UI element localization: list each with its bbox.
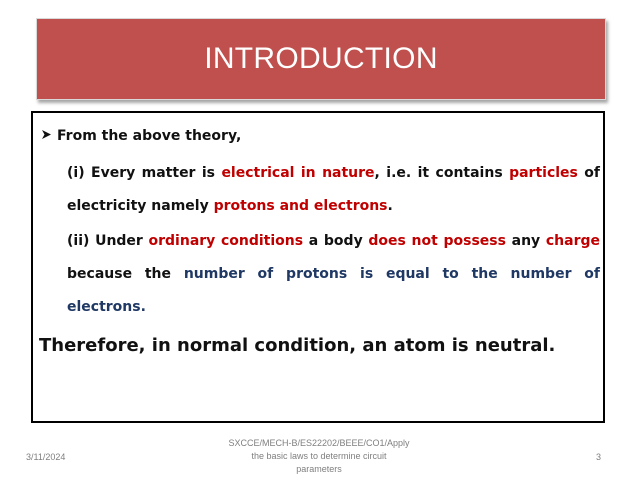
p1-highlight-protons: protons and electrons <box>213 198 388 214</box>
p1-text-a: (i) Every matter is <box>67 165 222 181</box>
arrow-bullet-icon <box>41 128 57 144</box>
footer-line-3: parameters <box>296 464 342 474</box>
p1-text-g: . <box>387 198 393 214</box>
p2-text-a: (ii) Under <box>67 233 149 249</box>
footer-date: 3/11/2024 <box>26 452 66 462</box>
paragraph-2 <box>67 225 600 324</box>
p2-text-c: a body <box>303 233 369 249</box>
bullet-text: From the above theory, <box>57 128 242 144</box>
p1-text-c: , i.e. it contains <box>374 165 510 181</box>
p2-text-g: because the <box>67 266 184 282</box>
footer-course-info <box>218 437 420 476</box>
paragraph-1 <box>67 157 600 223</box>
p2-text-e: any <box>505 233 546 249</box>
footer-line-2: the basic laws to determine circuit <box>251 451 387 461</box>
title-bar <box>36 18 606 100</box>
conclusion-text: Therefore, in normal condition, an atom is neutral. <box>39 335 556 356</box>
content-box <box>31 111 605 423</box>
bullet-item <box>41 128 241 144</box>
p1-highlight-particles: particles <box>509 165 578 181</box>
slide-title: INTRODUCTION <box>204 42 438 75</box>
p2-highlight-protons-equal: number of protons is equal to the number of electrons. <box>67 266 600 315</box>
p2-highlight-charge: charge <box>545 233 601 249</box>
p1-highlight-electrical: electrical in nature <box>221 165 375 181</box>
p2-highlight-ordinary: ordinary conditions <box>148 233 304 249</box>
p2-highlight-not-possess: does not possess <box>368 233 506 249</box>
p1-text-e: of electricity namely <box>67 165 601 214</box>
page-number: 3 <box>596 452 602 462</box>
footer-line-1: SXCCE/MECH-B/ES22202/BEEE/CO1/Apply <box>228 438 410 448</box>
